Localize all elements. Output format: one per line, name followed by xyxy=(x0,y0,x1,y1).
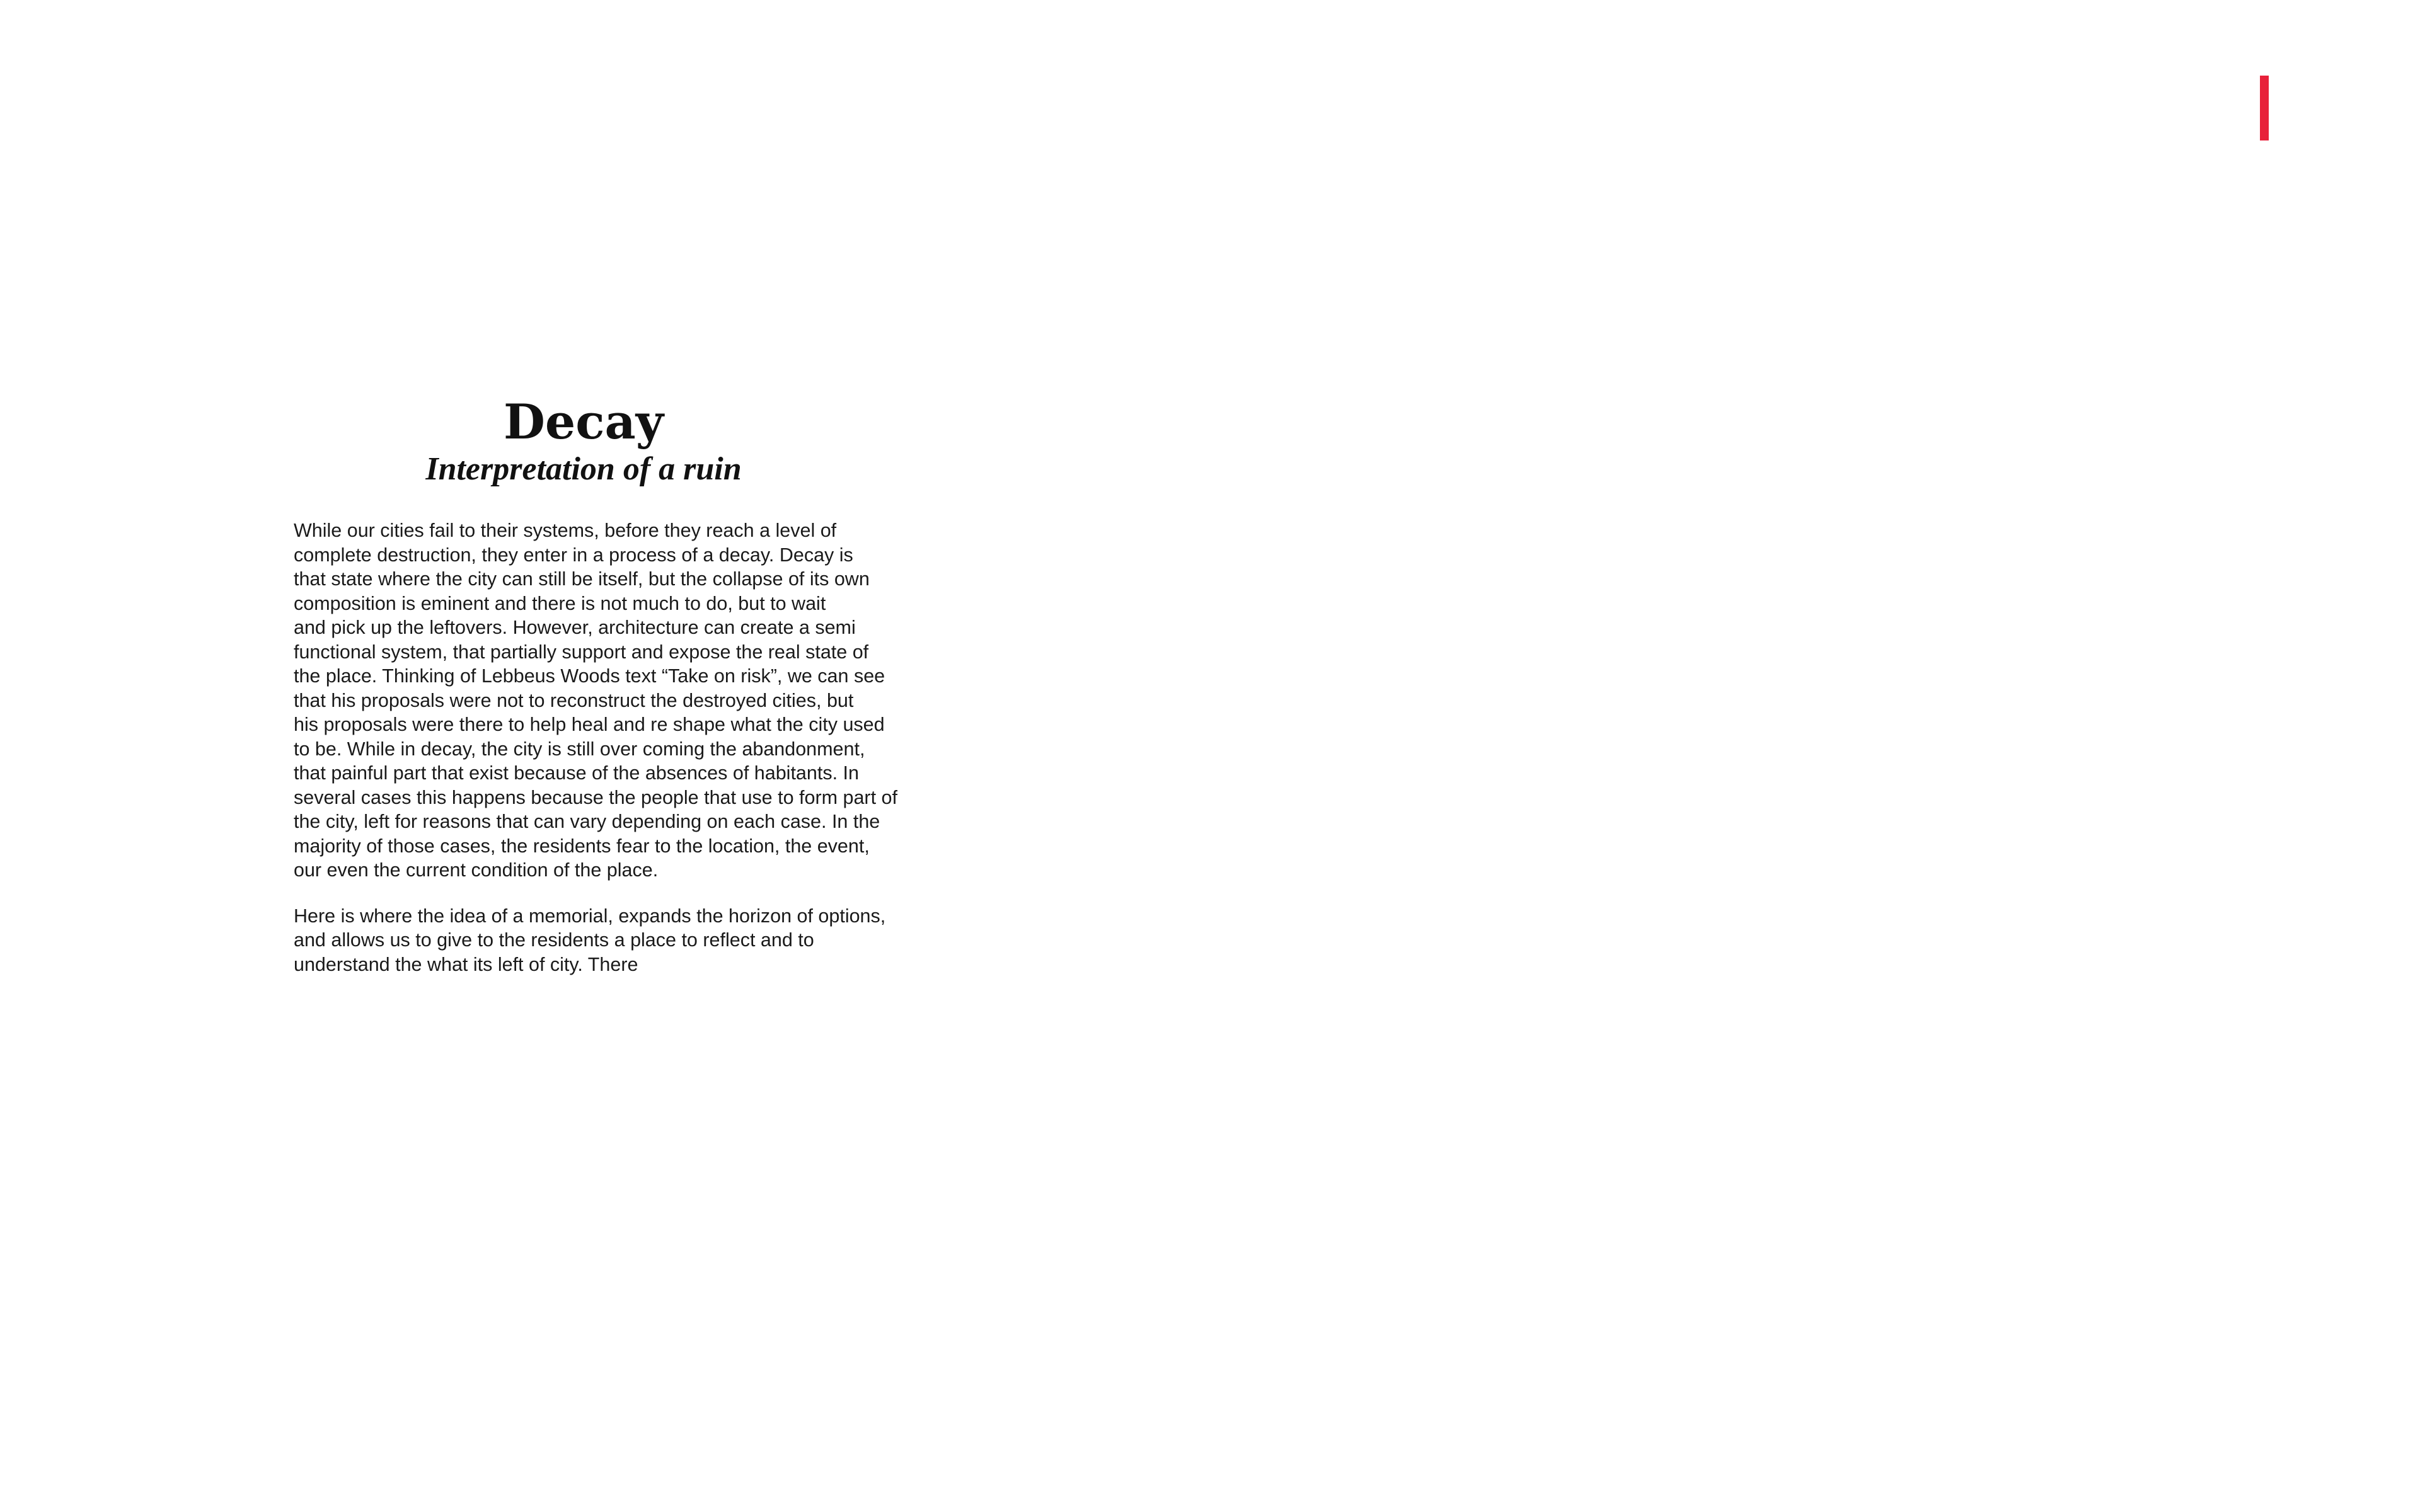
text-line: our even the current condition of the place. xyxy=(294,859,659,881)
body-paragraph-2 xyxy=(294,904,949,977)
text-line: the place. Thinking of Lebbeus Woods text “Take on risk”, we can see xyxy=(294,665,885,687)
text-line: majority of those cases, the residents fear to the location, the event, xyxy=(294,835,870,857)
text-line: Here is where the idea of a memorial, expands the horizon of options, xyxy=(294,905,886,927)
text-line: that state where the city can still be itself, but the collapse of its own xyxy=(294,568,870,590)
text-line: composition is eminent and there is not much to do, but to wait xyxy=(294,592,826,614)
text-line: to be. While in decay, the city is still over coming the abandonment, xyxy=(294,738,865,760)
page-title: Decay xyxy=(504,394,664,450)
text-line: understand the what its left of city. There xyxy=(294,953,638,975)
text-line: several cases this happens because the people that use to form part of xyxy=(294,786,897,808)
text-line: his proposals were there to help heal and re shape what the city used xyxy=(294,714,885,735)
text-line: functional system, that partially support and expose the real state of xyxy=(294,641,869,663)
article xyxy=(294,394,949,976)
text-line: and pick up the leftovers. However, architecture can create a semi xyxy=(294,617,856,638)
page-subtitle: Interpretation of a ruin xyxy=(425,451,742,487)
text-line: and allows us to give to the residents a place to reflect and to xyxy=(294,929,814,951)
text-line: While our cities fail to their systems, before they reach a level of xyxy=(294,520,837,541)
body-paragraph-1 xyxy=(294,518,949,883)
text-line: complete destruction, they enter in a process of a decay. Decay is xyxy=(294,544,853,566)
accent-bar xyxy=(2260,76,2269,140)
text-line: that painful part that exist because of the absences of habitants. In xyxy=(294,762,859,784)
text-line: that his proposals were not to reconstruct the destroyed cities, but xyxy=(294,689,854,711)
text-line: the city, left for reasons that can vary depending on each case. In the xyxy=(294,811,880,832)
